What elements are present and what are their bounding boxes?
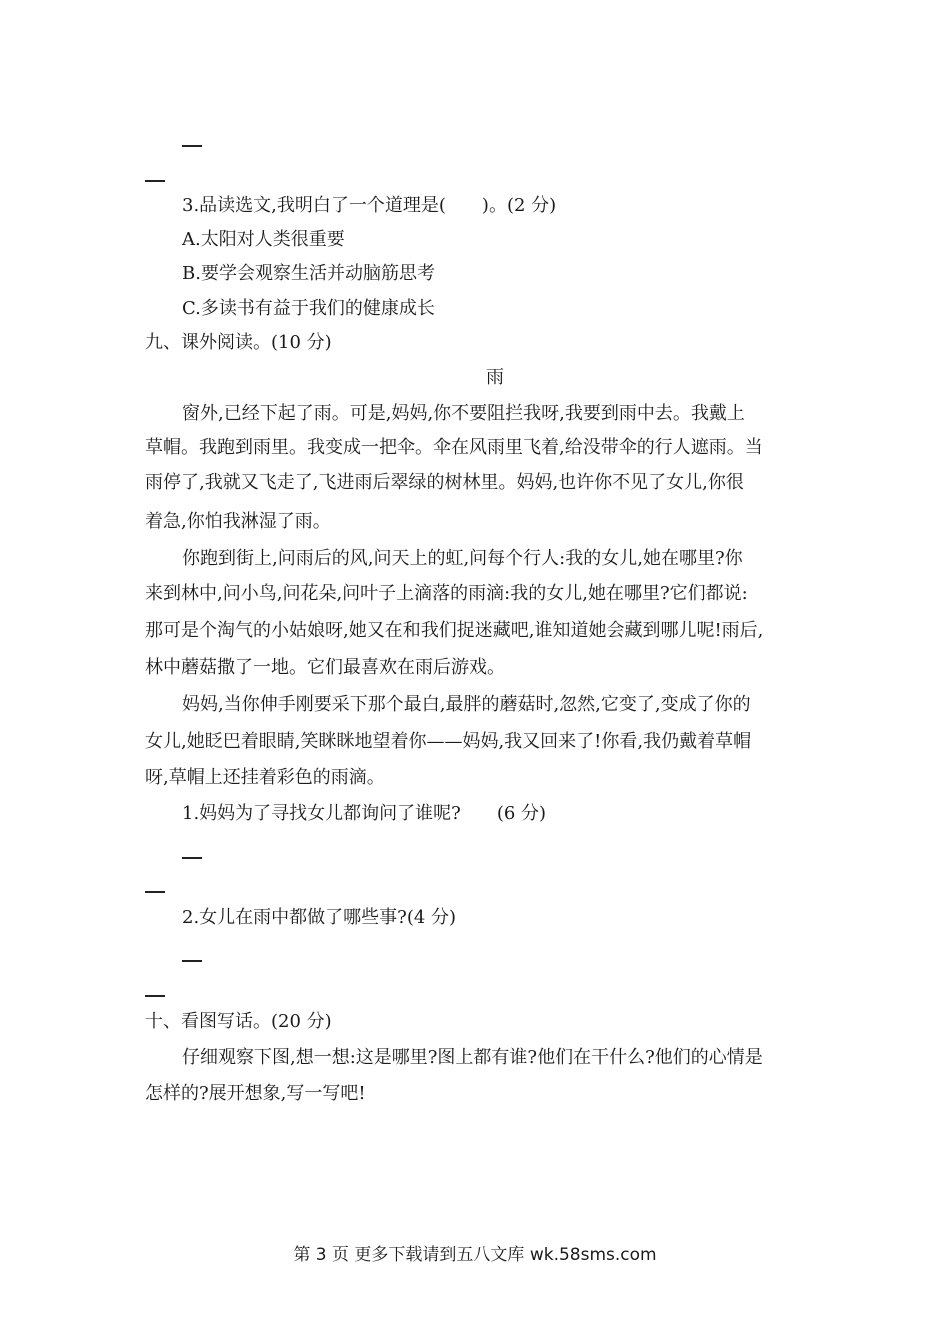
passage-line: 雨停了,我就又飞走了,飞进雨后翠绿的树林里。妈妈,也许你不见了女儿,你很 — [145, 472, 744, 493]
passage-line: 妈妈,当你伸手刚要采下那个最白,最胖的蘑菇时,忽然,它变了,变成了你的 — [182, 694, 751, 715]
page-footer: 第 3 页 更多下载请到五八文库 wk.58sms.com — [293, 1245, 657, 1265]
passage-line: 草帽。我跑到雨里。我变成一把伞。伞在风雨里飞着,给没带伞的行人遮雨。当 — [145, 437, 763, 458]
passage-line: 林中蘑菇撒了一地。它们最喜欢在雨后游戏。 — [145, 657, 505, 678]
question-1: 1.妈妈为了寻找女儿都询问了谁呢? (6 分) — [182, 803, 547, 824]
answer-blank-line — [182, 857, 202, 859]
section-10-heading: 十、看图写话。(20 分) — [145, 1011, 332, 1032]
option-b: B.要学会观察生活并动脑筋思考 — [182, 263, 435, 284]
answer-blank-line — [182, 960, 202, 962]
passage-line: 你跑到街上,问雨后的风,问天上的虹,问每个行人:我的女儿,她在哪里?你 — [182, 548, 743, 569]
section-9-heading: 九、课外阅读。(10 分) — [145, 332, 332, 353]
answer-blank-line — [145, 891, 165, 893]
question-2: 2.女儿在雨中都做了哪些事?(4 分) — [182, 907, 457, 928]
writing-prompt-line: 仔细观察下图,想一想:这是哪里?图上都有谁?他们在干什么?他们的心情是 — [182, 1047, 763, 1068]
passage-line: 女儿,她眨巴着眼睛,笑眯眯地望着你——妈妈,我又回来了!你看,我仍戴着草帽 — [145, 731, 752, 752]
question-3: 3.品读选文,我明白了一个道理是( )。(2 分) — [182, 195, 557, 216]
answer-blank-line — [145, 180, 165, 182]
answer-blank-line — [182, 145, 202, 147]
passage-line: 来到林中,问小鸟,问花朵,问叶子上滴落的雨滴:我的女儿,她在哪里?它们都说: — [145, 583, 748, 604]
answer-blank-line — [145, 995, 165, 997]
passage-line: 呀,草帽上还挂着彩色的雨滴。 — [145, 767, 385, 788]
writing-prompt-line: 怎样的?展开想象,写一写吧! — [145, 1083, 366, 1104]
passage-title: 雨 — [486, 367, 504, 388]
option-a: A.太阳对人类很重要 — [182, 229, 345, 250]
passage-line: 着急,你怕我淋湿了雨。 — [145, 511, 331, 532]
passage-line: 窗外,已经下起了雨。可是,妈妈,你不要阻拦我呀,我要到雨中去。我戴上 — [182, 403, 745, 424]
option-c: C.多读书有益于我们的健康成长 — [182, 298, 435, 319]
passage-line: 那可是个淘气的小姑娘呀,她又在和我们捉迷藏吧,谁知道她会藏到哪儿呢!雨后, — [145, 620, 764, 641]
